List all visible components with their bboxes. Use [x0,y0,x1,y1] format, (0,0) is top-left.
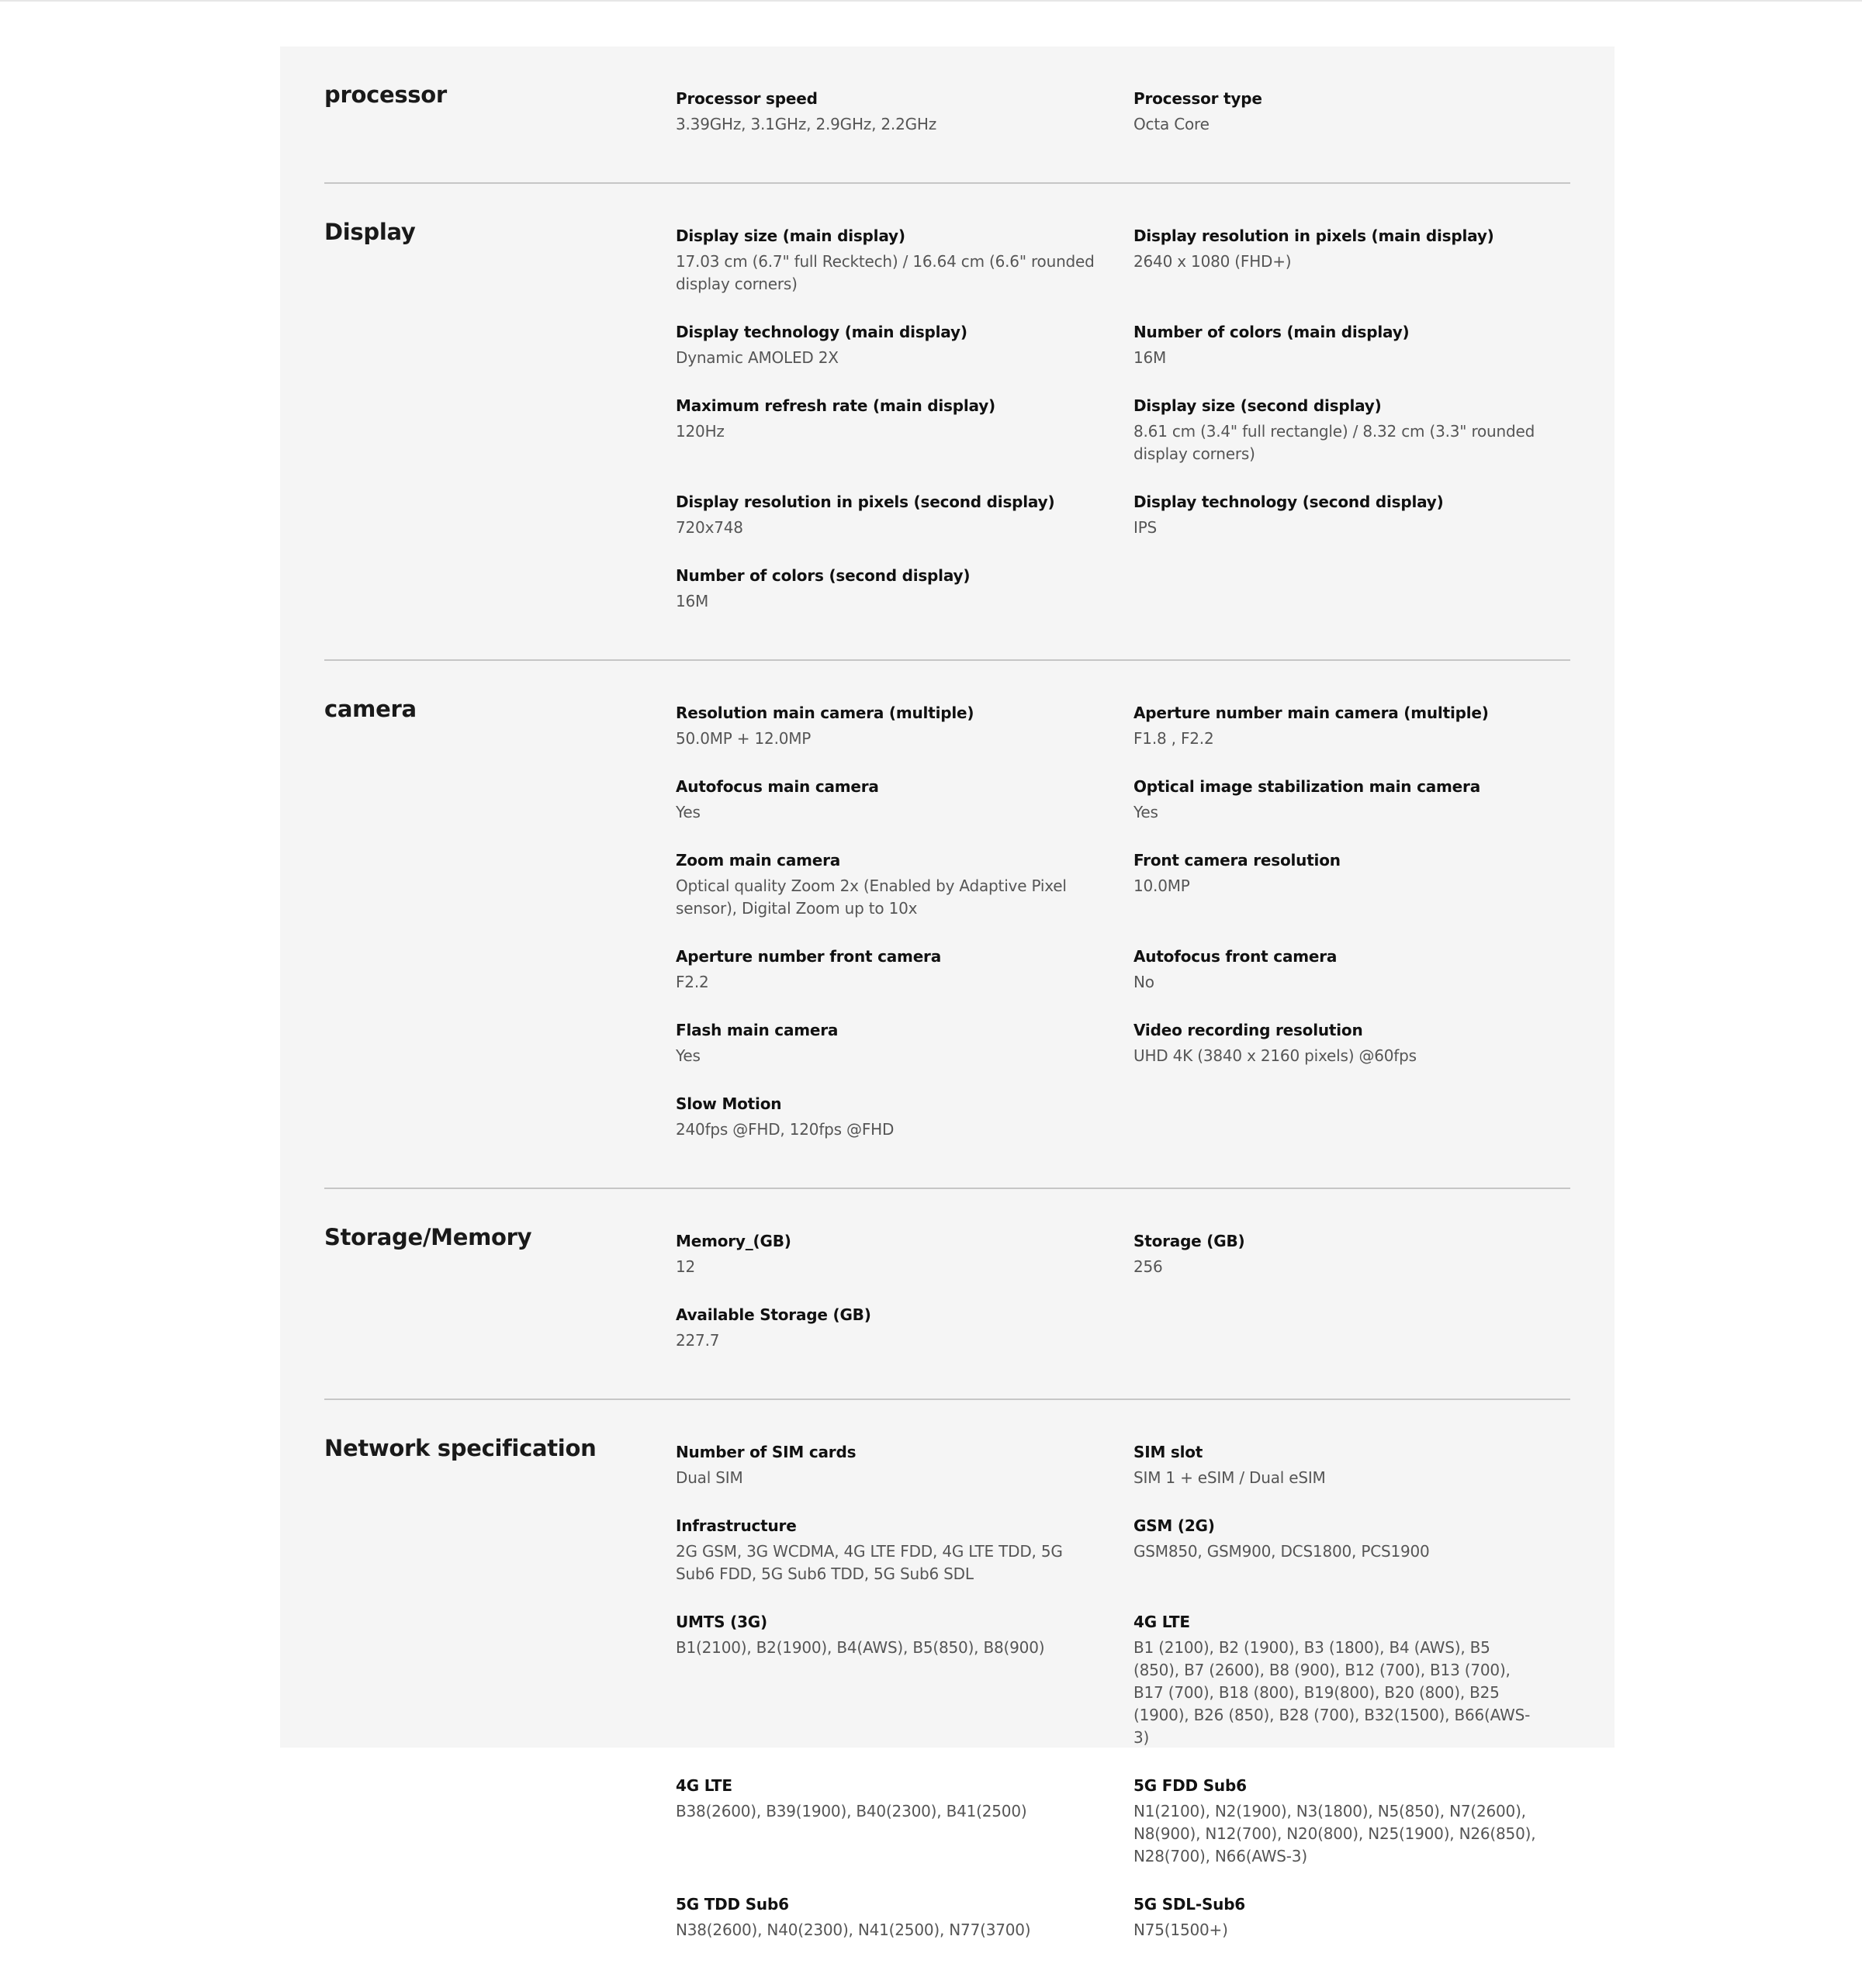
spec-value: 50.0MP + 12.0MP [676,729,812,748]
section-display [324,184,1570,661]
spec-value: Optical quality Zoom 2x (Enabled by Adaptive Pixel sensor), Digital Zoom up to 10x [676,876,1067,918]
spec-value: 256 [1133,1257,1163,1276]
spec-value: B38(2600), B39(1900), B40(2300), B41(2500) [676,1802,1027,1820]
spec-item [676,481,1133,555]
spec-label: Infrastructure [676,1516,797,1535]
spec-grid [676,215,1570,628]
spec-item [1133,1883,1570,1957]
spec-grid [676,1220,1570,1367]
spec-item [676,1431,1133,1505]
spec-label: Display resolution in pixels (second display) [676,493,1055,511]
spec-value: Dynamic AMOLED 2X [676,348,839,367]
spec-item [676,1083,1133,1156]
spec-value: 16M [1133,348,1167,367]
spec-item [1133,481,1570,555]
spec-value: F1.8 , F2.2 [1133,729,1214,748]
spec-label: Front camera resolution [1133,851,1341,870]
spec-item [1133,215,1570,311]
spec-label: 5G FDD Sub6 [1133,1776,1247,1795]
spec-item [676,1009,1133,1083]
spec-label: Display size (second display) [1133,396,1382,415]
spec-value: N1(2100), N2(1900), N3(1800), N5(850), N7(2600), N8(900), N12(700), N20(800), N25(1900), N26(850), N28(700), N66(AWS-3) [1133,1802,1536,1865]
spec-value: Yes [676,803,701,821]
spec-label: Display technology (main display) [676,323,967,341]
spec-item [1133,311,1570,385]
spec-value: IPS [1133,518,1158,537]
spec-label: Zoom main camera [676,851,841,870]
spec-label: Number of colors (second display) [676,566,971,585]
spec-label: SIM slot [1133,1443,1203,1461]
spec-item [676,555,1133,628]
spec-item [676,1294,1133,1367]
specs-panel [280,47,1615,1939]
spec-label: 5G SDL-Sub6 [1133,1895,1246,1914]
spec-label: Autofocus front camera [1133,947,1338,966]
spec-value: 2640 x 1080 (FHD+) [1133,252,1292,271]
spec-item [676,935,1133,1009]
spec-value: 17.03 cm (6.7" full Recktech) / 16.64 cm (6.6" rounded display corners) [676,252,1095,293]
spec-value: No [1133,973,1154,991]
spec-grid [676,78,1570,151]
spec-value: B1 (2100), B2 (1900), B3 (1800), B4 (AWS), B5 (850), B7 (2600), B8 (900), B12 (700), B13 (700), B17 (700), B18 (800), B19(800), B20 (800), B25 (1900), B26 (850), B28 (700), B32(1500), B66(AWS-3) [1133,1638,1531,1747]
section-network-specification [324,1400,1570,1988]
spec-item [676,839,1133,935]
spec-label: 4G LTE [676,1776,732,1795]
spec-label: Memory_(GB) [676,1232,791,1250]
spec-value: 16M [676,592,709,610]
spec-item [1133,1601,1570,1765]
spec-item [676,311,1133,385]
spec-item [676,766,1133,839]
section-title: Network specification [324,1435,597,1461]
spec-label: Autofocus main camera [676,777,879,796]
section-processor [324,47,1570,184]
section-title: Storage/Memory [324,1224,532,1250]
spec-label: Display size (main display) [676,226,905,245]
spec-value: 227.7 [676,1331,720,1350]
spec-label: Maximum refresh rate (main display) [676,396,995,415]
spec-label: Aperture number main camera (multiple) [1133,704,1489,722]
spec-label: UMTS (3G) [676,1613,767,1631]
spec-item [1133,1431,1570,1505]
spec-item [1133,1220,1570,1294]
spec-label: 4G LTE [1133,1613,1190,1631]
spec-value: 3.39GHz, 3.1GHz, 2.9GHz, 2.2GHz [676,115,937,133]
spec-grid [676,692,1570,1156]
section-title: camera [324,696,417,722]
spec-item [1133,1765,1570,1883]
spec-value: Dual SIM [676,1468,743,1487]
spec-label: Number of colors (main display) [1133,323,1410,341]
spec-item [676,1765,1133,1883]
spec-item [676,1883,1133,1957]
spec-item [676,1505,1133,1601]
spec-value: 2G GSM, 3G WCDMA, 4G LTE FDD, 4G LTE TDD, 5G Sub6 FDD, 5G Sub6 TDD, 5G Sub6 SDL [676,1542,1063,1583]
spec-item [1133,1505,1570,1601]
spec-label: Processor speed [676,89,818,108]
spec-item [1133,1009,1570,1083]
spec-value: N75(1500+) [1133,1921,1228,1939]
spec-label: Display resolution in pixels (main display) [1133,226,1494,245]
top-divider [0,0,1862,2]
spec-value: UHD 4K (3840 x 2160 pixels) @60fps [1133,1046,1417,1065]
spec-item [1133,692,1570,766]
spec-item [676,692,1133,766]
section-title: Display [324,219,416,245]
spec-value: GSM850, GSM900, DCS1800, PCS1900 [1133,1542,1430,1561]
spec-label: Slow Motion [676,1094,782,1113]
spec-value: Yes [1133,803,1158,821]
spec-value: 720x748 [676,518,743,537]
spec-label: Aperture number front camera [676,947,942,966]
spec-label: 5G TDD Sub6 [676,1895,789,1914]
section-storage-memory [324,1189,1570,1400]
spec-value: SIM 1 + eSIM / Dual eSIM [1133,1468,1326,1487]
spec-value: Octa Core [1133,115,1210,133]
section-title: processor [324,81,447,108]
spec-label: Number of SIM cards [676,1443,857,1461]
spec-item [1133,385,1570,481]
spec-item [676,1601,1133,1765]
spec-label: Optical image stabilization main camera [1133,777,1480,796]
spec-item [676,1220,1133,1294]
spec-item [676,215,1133,311]
spec-label: Processor type [1133,89,1262,108]
spec-item [676,385,1133,481]
spec-value: F2.2 [676,973,709,991]
spec-value: 12 [676,1257,696,1276]
spec-value: 120Hz [676,422,725,441]
spec-item [1133,839,1570,935]
spec-label: Flash main camera [676,1021,839,1039]
spec-value: B1(2100), B2(1900), B4(AWS), B5(850), B8(900) [676,1638,1045,1657]
spec-value: 8.61 cm (3.4" full rectangle) / 8.32 cm (3.3" rounded display corners) [1133,422,1535,463]
spec-label: GSM (2G) [1133,1516,1215,1535]
spec-grid [676,1431,1570,1957]
spec-value: N38(2600), N40(2300), N41(2500), N77(3700) [676,1921,1031,1939]
spec-label: Available Storage (GB) [676,1305,871,1324]
spec-value: 240fps @FHD, 120fps @FHD [676,1120,895,1139]
spec-label: Display technology (second display) [1133,493,1444,511]
spec-label: Video recording resolution [1133,1021,1363,1039]
spec-item [1133,78,1570,151]
spec-value: 10.0MP [1133,876,1190,895]
section-camera [324,661,1570,1189]
spec-item [1133,935,1570,1009]
spec-label: Storage (GB) [1133,1232,1245,1250]
spec-item [1133,766,1570,839]
spec-item [676,78,1133,151]
spec-label: Resolution main camera (multiple) [676,704,974,722]
spec-value: Yes [676,1046,701,1065]
